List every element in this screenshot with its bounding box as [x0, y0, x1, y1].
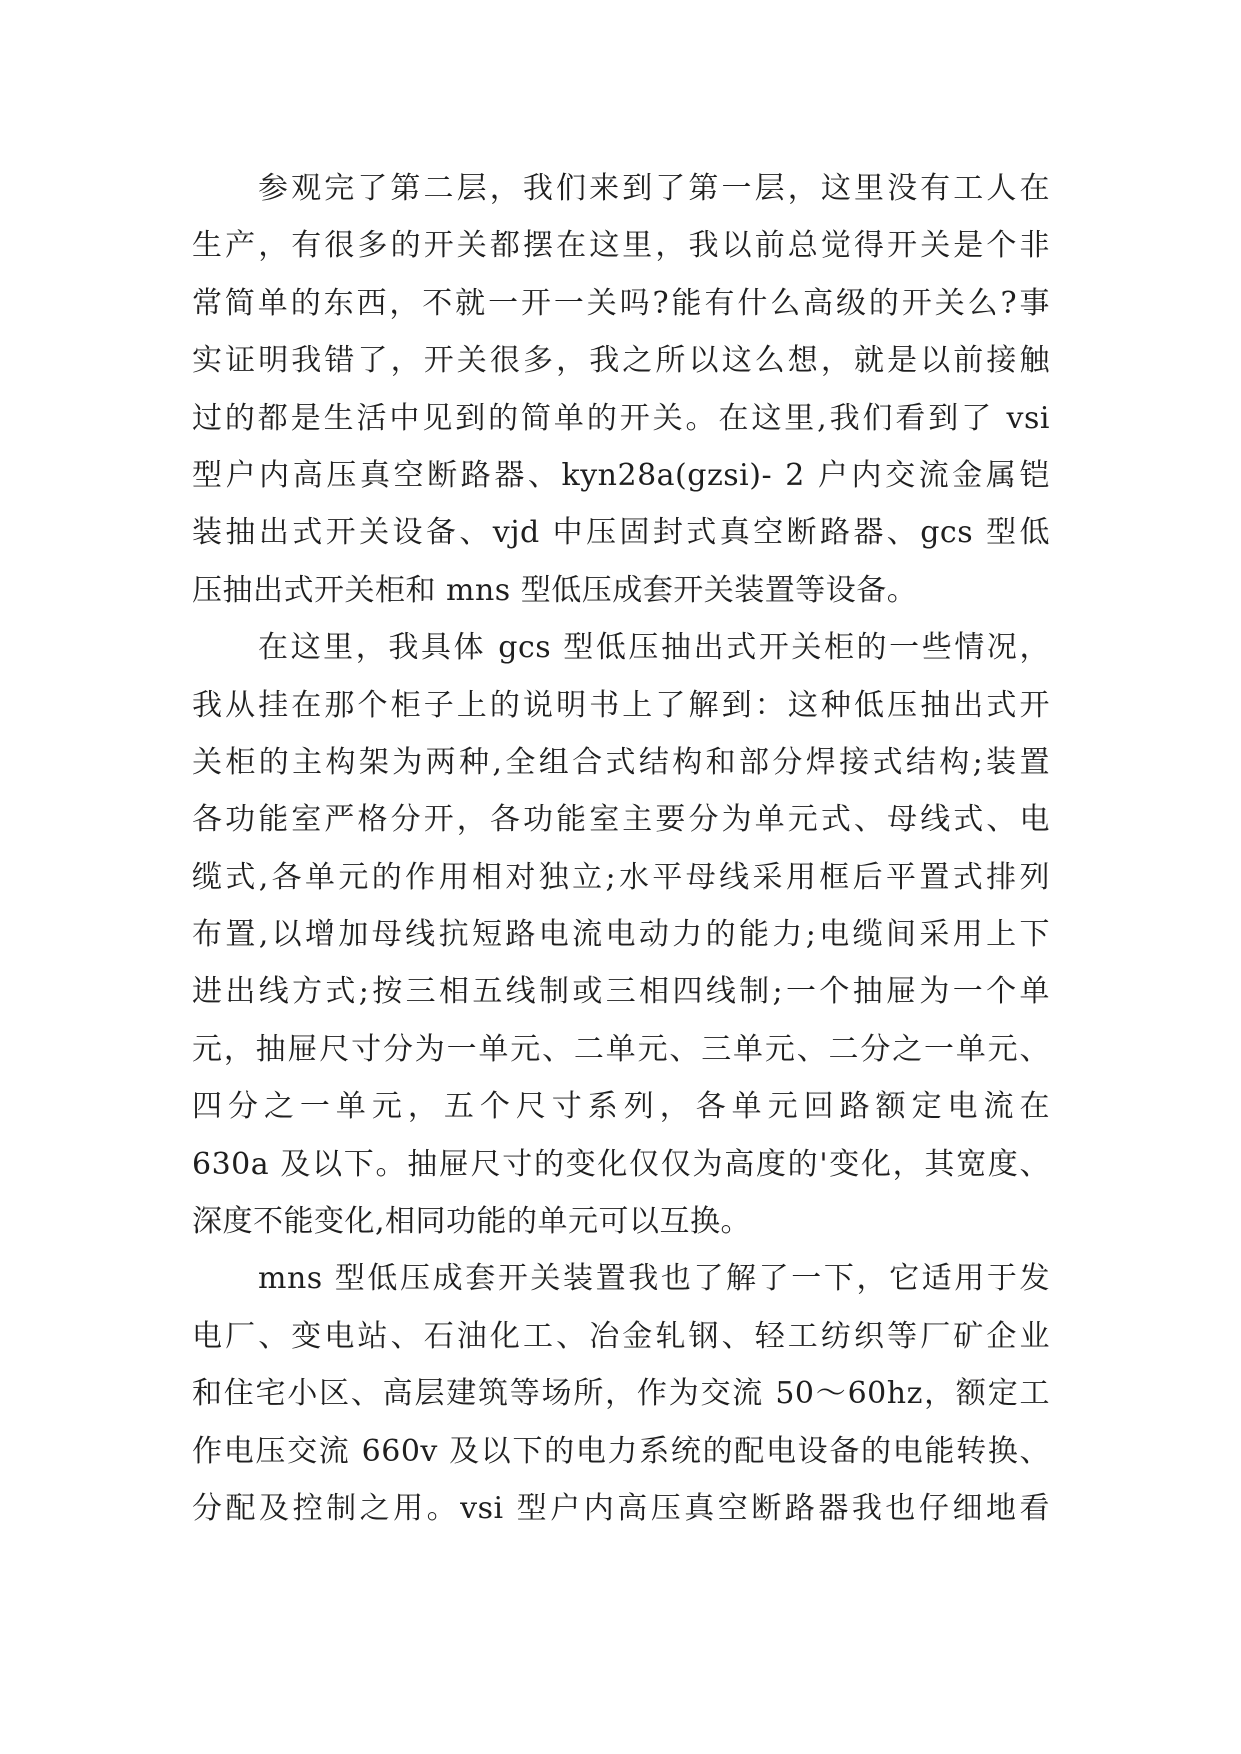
paragraph-line: 参观完了第二层，我们来到了第一层，这里没有工人在	[258, 171, 1050, 206]
paragraph-line: 型户内高压真空断路器、kyn28a(gzsi)- 2 户内交流金属铠	[192, 457, 1050, 493]
paragraph-line: 实证明我错了，开关很多，我之所以这么想，就是以前接触	[192, 343, 1050, 379]
paragraph-line: 生产，有很多的开关都摆在这里，我以前总觉得开关是个非	[192, 228, 1050, 264]
paragraph-line: 进出线方式;按三相五线制或三相四线制;一个抽屉为一个单	[192, 974, 1050, 1010]
paragraph-3	[192, 1250, 1050, 1537]
paragraph-line: 元，抽屉尺寸分为一单元、二单元、三单元、二分之一单元、	[192, 1031, 1050, 1067]
paragraph-1	[192, 160, 1050, 619]
paragraph-line: 过的都是生活中见到的简单的开关。在这里,我们看到了 vsi	[192, 400, 1050, 436]
paragraph-line: 在这里，我具体 gcs 型低压抽出式开关柜的一些情况，	[258, 630, 1050, 666]
document-body	[192, 160, 1050, 1537]
paragraph-line: 各功能室严格分开，各功能室主要分为单元式、母线式、电	[192, 802, 1050, 838]
paragraph-line: 深度不能变化,相同功能的单元可以互换。	[192, 1204, 752, 1240]
paragraph-line: 分配及控制之用。vsi 型户内高压真空断路器我也仔细地看	[192, 1490, 1050, 1526]
paragraph-line: 装抽出式开关设备、vjd 中压固封式真空断路器、gcs 型低	[192, 515, 1050, 551]
paragraph-line: 四分之一单元，五个尺寸系列，各单元回路额定电流在	[192, 1089, 1050, 1125]
paragraph-line: mns 型低压成套开关装置我也了解了一下，它适用于发	[258, 1261, 1050, 1297]
paragraph-line: 布置,以增加母线抗短路电流电动力的能力;电缆间采用上下	[192, 917, 1050, 953]
paragraph-line: 我从挂在那个柜子上的说明书上了解到：这种低压抽出式开	[192, 687, 1050, 723]
paragraph-line: 和住宅小区、高层建筑等场所，作为交流 50～60hz，额定工	[192, 1376, 1050, 1412]
paragraph-line: 电厂、变电站、石油化工、冶金轧钢、轻工纺织等厂矿企业	[192, 1318, 1050, 1354]
paragraph-line: 作电压交流 660v 及以下的电力系统的配电设备的电能转换、	[192, 1433, 1050, 1469]
paragraph-line: 缆式,各单元的作用相对独立;水平母线采用框后平置式排列	[192, 859, 1050, 895]
paragraph-line: 关柜的主构架为两种,全组合式结构和部分焊接式结构;装置	[192, 744, 1050, 780]
paragraph-2	[192, 619, 1050, 1250]
paragraph-line: 压抽出式开关柜和 mns 型低压成套开关装置等设备。	[192, 572, 918, 608]
paragraph-line: 常简单的东西，不就一开一关吗?能有什么高级的开关么?事	[192, 285, 1050, 321]
paragraph-line: 630a 及以下。抽屉尺寸的变化仅仅为高度的'变化，其宽度、	[192, 1146, 1050, 1182]
